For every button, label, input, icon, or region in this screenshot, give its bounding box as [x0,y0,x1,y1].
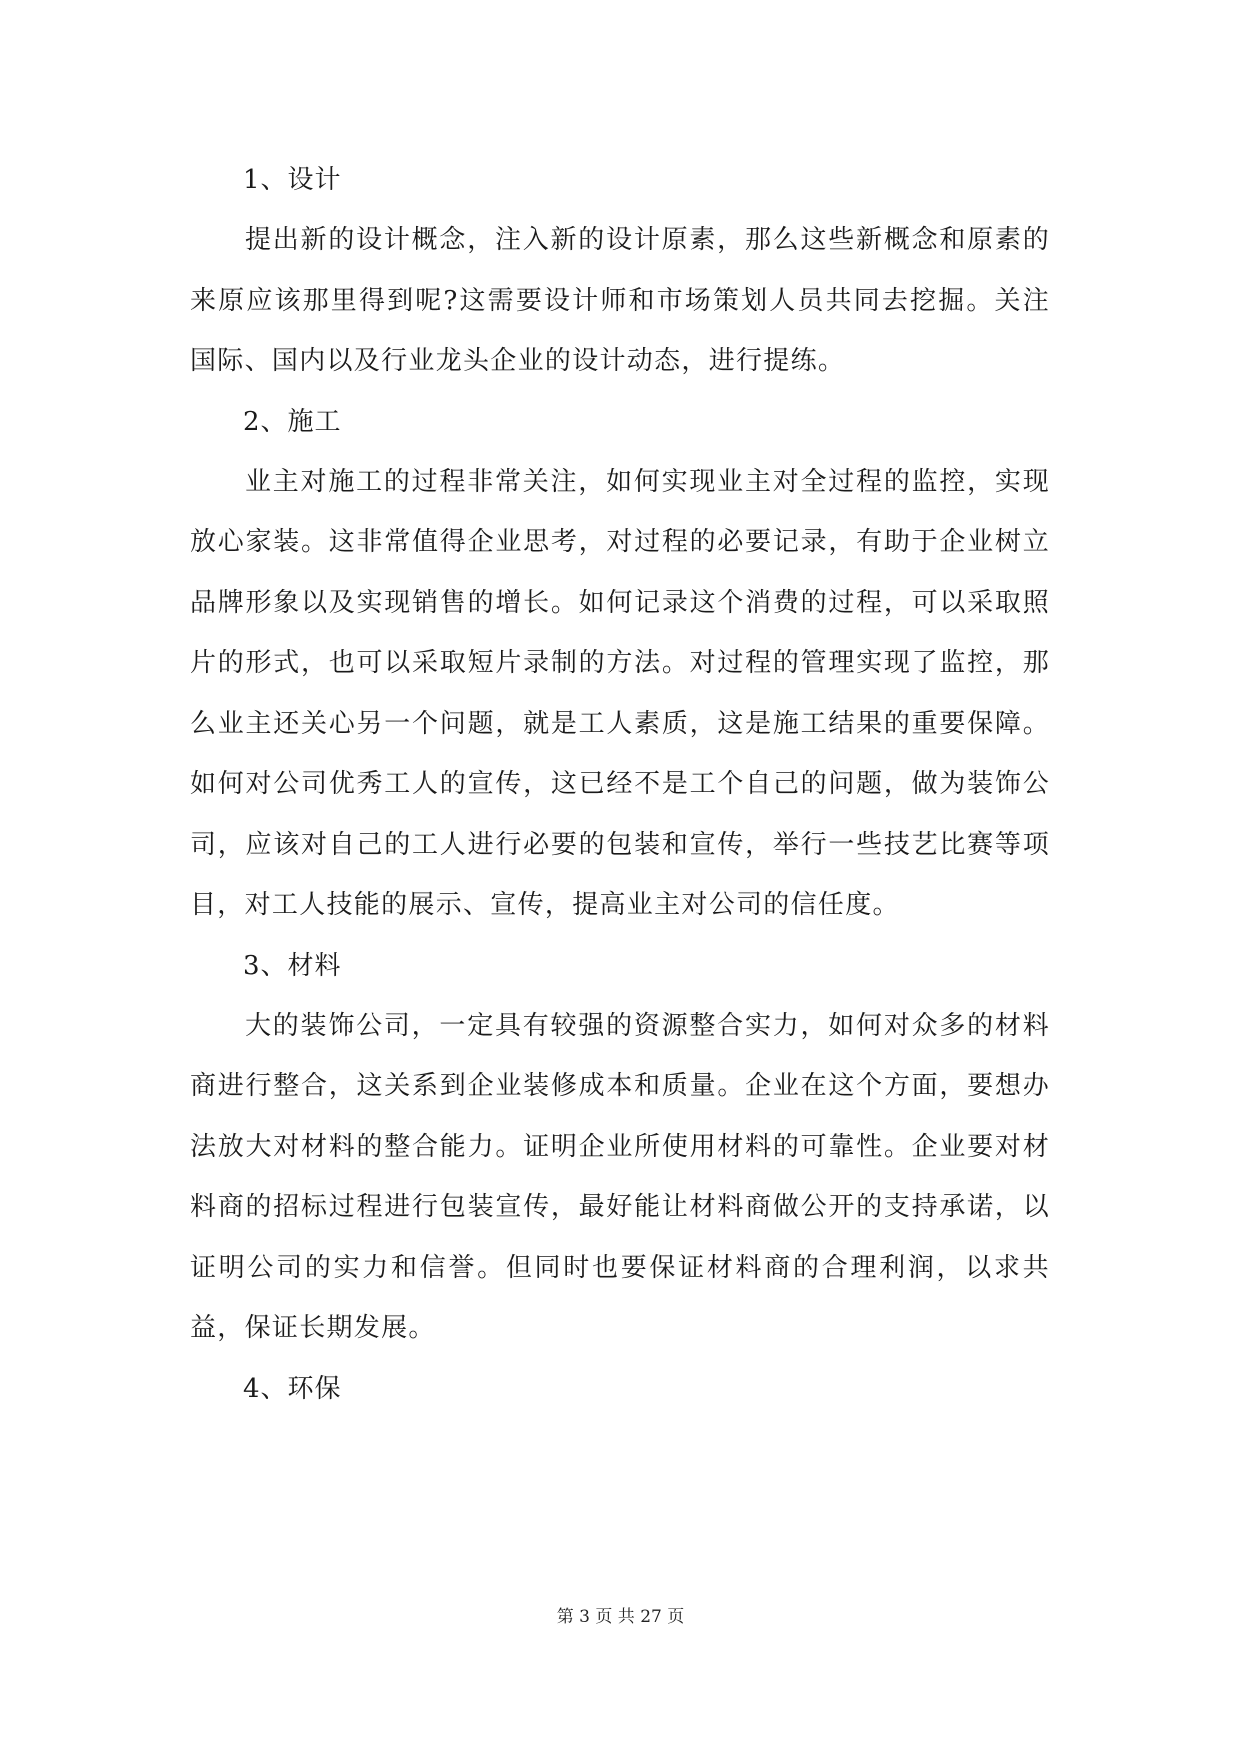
section-heading-design: 1、设计 [243,165,342,195]
document-body [190,150,1050,1419]
section-heading-environment: 4、环保 [243,1373,342,1404]
section-paragraph-materials: 大的装饰公司，一定具有较强的资源整合实力，如何对众多的材料商进行整合，这关系到企业装修成本和质量。企业在这个方面，要想办法放大对材料的整合能力。证明企业所使用材料的可靠性。企业要对材料商的招标过程进行包装宣传，最好能让材料商做公开的支持承诺，以证明公司的实力和信誉。但同时也要保证材料商的合理利润，以求共益，保证长期发展。 [190,1010,1050,1343]
page-number-footer: 第 3 页 共 27 页 [556,1607,685,1627]
section-paragraph-design: 提出新的设计概念，注入新的设计原素，那么这些新概念和原素的来原应该那里得到呢?这需要设计师和市场策划人员共同去挖掘。关注国际、国内以及行业龙头企业的设计动态，进行提练。 [190,225,1050,376]
section-heading-construction: 2、施工 [243,406,342,437]
section-heading-materials: 3、材料 [243,950,342,981]
section-paragraph-construction: 业主对施工的过程非常关注，如何实现业主对全过程的监控，实现放心家装。这非常值得企业思考，对过程的必要记录，有助于企业树立品牌形象以及实现销售的增长。如何记录这个消费的过程，可以采取照片的形式，也可以采取短片录制的方法。对过程的管理实现了监控，那么业主还关心另一个问题，就是工人素质，这是施工结果的重要保障。如何对公司优秀工人的宣传，这已经不是工个自己的问题，做为装饰公司，应该对自己的工人进行必要的包装和宣传，举行一些技艺比赛等项目，对工人技能的展示、宣传，提高业主对公司的信任度。 [190,466,1050,920]
